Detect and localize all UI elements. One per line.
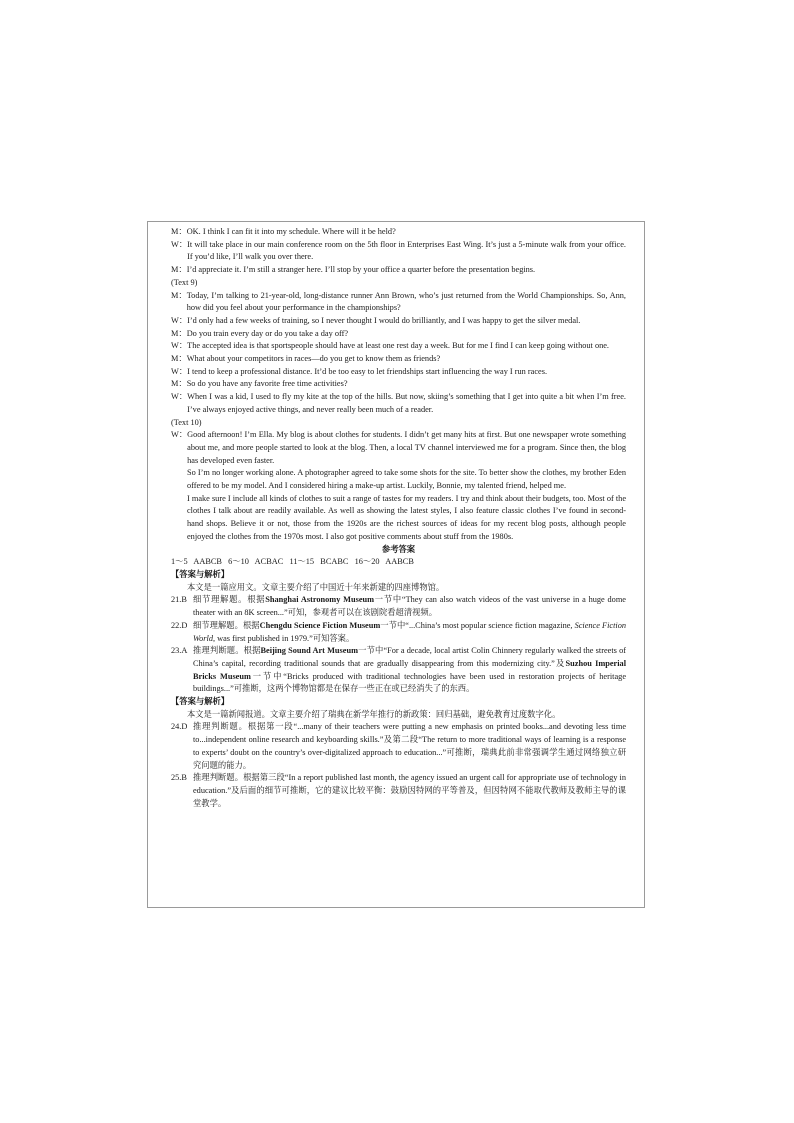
speaker: M：: [171, 328, 187, 338]
item-number: 22.D: [171, 620, 188, 630]
dialogue-line: [171, 226, 626, 239]
dialogue-line: [171, 328, 626, 341]
item-explanation: 细节理解题。根据Shanghai Astronomy Museum一节中“They can also watch videos of the vast universe in a huge dome theater with an 8K screen...”可知，参观者可以在该剧院看超清视频。: [193, 595, 626, 618]
dialogue-text9: [171, 290, 626, 417]
utterance: I’d only had a few weeks of training, so I never thought I would do brilliantly, and I was happy to get the silver medal.: [187, 315, 581, 325]
answer-item: [171, 594, 626, 619]
dialogue-part1: [171, 226, 626, 277]
answers-title: 参考答案: [381, 544, 416, 554]
item-explanation: 细节理解题。根据Chengdu Science Fiction Museum一节中“...China’s most popular science fiction magazine, Science Fiction World, was first published in 1979.”可知答案。: [193, 620, 626, 643]
answer-item: [171, 772, 626, 810]
section-heading: 【答案与解析】: [171, 569, 230, 579]
monologue-paragraph: So I’m no longer working alone. A photographer agreed to take some shots for the site. To better show the clothes, my brother Eden offered to be my model. And I considered hiring a make-up artist. Luckily, Bonnie, my talented friend, helped me.: [187, 468, 626, 491]
dialogue-line: [171, 378, 626, 391]
speaker: M：: [171, 379, 187, 389]
utterance: I’d appreciate it. I’m still a stranger here. I’ll stop by your office a quarter before the presentation begins.: [186, 265, 536, 275]
speaker: W：: [171, 315, 188, 325]
utterance: So do you have any favorite free time activities?: [186, 379, 348, 389]
document-body: [171, 226, 626, 810]
speaker: M：: [171, 265, 187, 275]
item-number: 23.A: [171, 646, 188, 656]
speaker: W：: [171, 341, 188, 351]
utterance: It will take place in our main conference room on the 5th floor in Enterprises East Wing. It’s just a 5-minute walk from your office. If you’d like, I’ll walk you over there.: [187, 239, 626, 262]
item-number: 24.D: [171, 722, 188, 732]
item-number: 25.B: [171, 773, 187, 783]
dialogue-line: [171, 366, 626, 379]
dialogue-line: [171, 340, 626, 353]
dialogue-line: [171, 315, 626, 328]
dialogue-line: [171, 353, 626, 366]
monologue-paragraph: Good afternoon! I’m Ella. My blog is about clothes for students. I didn’t get many hits at first. But one newspaper wrote something about me, and more people started to look at the blog. Then, a local TV channel interviewed me for a program. Since then, the blog has developed even faster.: [187, 430, 626, 465]
speaker: M：: [171, 290, 187, 300]
item-explanation: 推理判断题。根据Beijing Sound Art Museum一节中“For a decade, local artist Colin Chinnery regularly walked the streets of China’s capital, recording traditional sounds that are gradually disappearing from this modernizing city.”及Suzhou Imperial Bricks Museum一节中“Bricks produced with traditional technologies have been used in restoration projects of heritage buildings...”可推断，这两个博物馆都是在保存一些正在或已经消失了的东西。: [193, 646, 627, 694]
utterance: When I was a kid, I used to fly my kite at the top of the hills. But now, skiing’s something that I get into quite a bit when I’m free. I’ve always enjoyed active things, and never really been much of a reader.: [187, 392, 626, 414]
speaker: W：: [171, 239, 188, 249]
speaker: W：: [171, 392, 188, 402]
section-intro: 本文是一篇新闻报道。文章主要介绍了瑞典在新学年推行的新政策：回归基础，避免教育过度数字化。: [187, 709, 561, 719]
answer-item: [171, 721, 626, 772]
answer-item: [171, 620, 626, 645]
item-explanation: 推理判断题。根据第一段“...many of their teachers were putting a new emphasis on printed books...and devoting less time to...independent online research and keyboarding skills.”及第二段“The return to more traditional ways of learning is a response to experts’ doubt on the country’s over-digitalized approach to education...”可推断，瑞典此前非常强调学生通过网络独立研究问题的能力。: [193, 722, 626, 770]
section-intro: 本文是一篇应用文。文章主要介绍了中国近十年来新建的四座博物馆。: [187, 582, 445, 592]
item-explanation: 推理判断题。根据第三段“In a report published last month, the agency issued an urgent call for appropriate use of technology in education.”及后面的细节可推断，它的建议比较平衡：鼓励因特网的平等普及，但因特网不能取代教师及教师主导的课堂教学。: [193, 773, 626, 808]
speaker: W：: [171, 366, 188, 376]
dialogue-line: [171, 391, 626, 416]
answer-key-line: 1～5 AABCB 6～10 ACBAC 11～15 BCABC 16～20 AABCB: [171, 557, 414, 567]
utterance: Today, I’m talking to 21-year-old, long-distance runner Ann Brown, who’s just returned from the World Championships. So, Ann, how did you feel about your performance in the championships?: [186, 290, 626, 313]
speaker: W：: [171, 430, 188, 440]
utterance: The accepted idea is that sportspeople should have at least one rest day a week. But for me I find I can keep going without one.: [187, 341, 609, 351]
utterance: I tend to keep a professional distance. It’d be too easy to let friendships start influencing the way I run races.: [187, 366, 548, 376]
utterance: What about your competitors in races—do you get to know them as friends?: [186, 354, 441, 364]
section-heading: 【答案与解析】: [171, 697, 230, 707]
dialogue-line: [171, 264, 626, 277]
speaker: M：: [171, 354, 187, 364]
utterance: Do you train every day or do you take a day off?: [186, 328, 349, 338]
dialogue-line: [171, 290, 626, 315]
monologue-paragraph: I make sure I include all kinds of clothes to suit a range of tastes for my readers. I try and think about their budgets, too. Most of the clothes I talk about are readily available. As well as showing the latest styles, I also feature classic clothes I’ve found in second-hand shops. Believe it or not, those from the 1920s are the richest sources of ideas for my recent blog posts, although people enjoyed the clothes from the 1970s most. I also got positive comments about stuff from the 1980s.: [187, 493, 626, 541]
dialogue-line: [171, 239, 626, 264]
item-number: 21.B: [171, 595, 187, 605]
text10-label: (Text 10): [171, 417, 202, 427]
utterance: OK. I think I can fit it into my schedule. Where will it be held?: [186, 227, 396, 236]
answer-item: [171, 645, 626, 696]
monologue-text10: [171, 429, 626, 467]
speaker: M：: [171, 227, 187, 236]
text9-label: (Text 9): [171, 277, 198, 287]
